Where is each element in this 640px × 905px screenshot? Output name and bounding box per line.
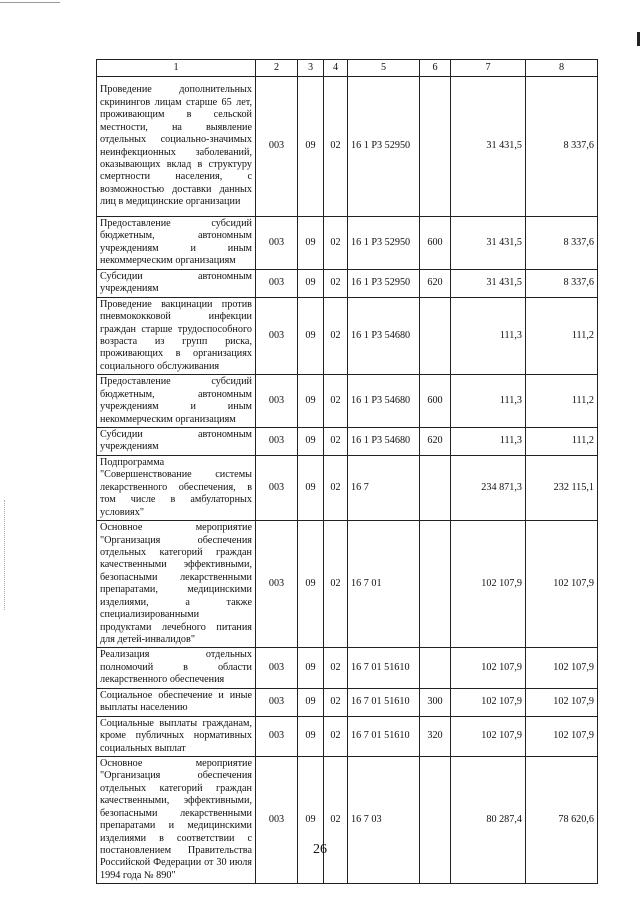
expense-type-code: 620 — [420, 269, 451, 297]
amount-col7: 102 107,9 — [451, 648, 526, 688]
amount-col8: 102 107,9 — [526, 716, 598, 756]
ministry-code: 003 — [256, 648, 298, 688]
amount-col8: 8 337,6 — [526, 77, 598, 217]
expense-type-code — [420, 756, 451, 883]
section-code: 09 — [298, 756, 324, 883]
amount-col8: 8 337,6 — [526, 217, 598, 270]
table-row — [97, 428, 598, 456]
amount-col8: 8 337,6 — [526, 269, 598, 297]
header-row — [97, 60, 598, 77]
table-row — [97, 269, 598, 297]
amount-col7: 102 107,9 — [451, 716, 526, 756]
target-article-code: 16 7 — [348, 455, 420, 520]
section-code: 09 — [298, 455, 324, 520]
subsection-code: 02 — [324, 428, 348, 456]
header-cell: 6 — [420, 60, 451, 77]
section-code: 09 — [298, 269, 324, 297]
header-cell: 4 — [324, 60, 348, 77]
table-row — [97, 77, 598, 217]
ministry-code: 003 — [256, 521, 298, 648]
page-number: 26 — [313, 842, 327, 857]
expense-type-code: 620 — [420, 428, 451, 456]
section-code: 09 — [298, 428, 324, 456]
section-code: 09 — [298, 521, 324, 648]
header-cell: 2 — [256, 60, 298, 77]
section-code: 09 — [298, 688, 324, 716]
target-article-code: 16 1 P3 54680 — [348, 375, 420, 428]
section-code: 09 — [298, 217, 324, 270]
row-name: Основное мероприятие "Организация обеспечения отдельных категорий граждан качественными, эффективными, безопасными лекарственными препаратами и медицинскими изделиями в соответствии с постановлением Правительства Российской Федерации от 30 июля 1994 года № 890" — [97, 756, 256, 883]
row-name: Субсидии автономным учреждениям — [97, 428, 256, 456]
amount-col8: 111,2 — [526, 428, 598, 456]
section-code: 09 — [298, 375, 324, 428]
header-cell: 3 — [298, 60, 324, 77]
subsection-code: 02 — [324, 756, 348, 883]
table-row — [97, 217, 598, 270]
subsection-code: 02 — [324, 688, 348, 716]
ministry-code: 003 — [256, 716, 298, 756]
header-cell: 7 — [451, 60, 526, 77]
subsection-code: 02 — [324, 521, 348, 648]
target-article-code: 16 7 01 51610 — [348, 688, 420, 716]
subsection-code: 02 — [324, 217, 348, 270]
table-row — [97, 455, 598, 520]
header-cell: 5 — [348, 60, 420, 77]
section-code: 09 — [298, 648, 324, 688]
expense-type-code — [420, 297, 451, 375]
ministry-code: 003 — [256, 428, 298, 456]
row-name: Социальное обеспечение и иные выплаты населению — [97, 688, 256, 716]
target-article-code: 16 7 01 51610 — [348, 648, 420, 688]
table-row — [97, 756, 598, 883]
header-cell: 1 — [97, 60, 256, 77]
table-row — [97, 648, 598, 688]
row-name: Субсидии автономным учреждениям — [97, 269, 256, 297]
target-article-code: 16 1 P3 52950 — [348, 269, 420, 297]
target-article-code: 16 7 01 — [348, 521, 420, 648]
expense-type-code — [420, 648, 451, 688]
ministry-code: 003 — [256, 756, 298, 883]
amount-col7: 31 431,5 — [451, 77, 526, 217]
amount-col8: 102 107,9 — [526, 688, 598, 716]
table-row — [97, 297, 598, 375]
amount-col7: 102 107,9 — [451, 521, 526, 648]
target-article-code: 16 1 P3 54680 — [348, 297, 420, 375]
target-article-code: 16 1 P3 52950 — [348, 77, 420, 217]
ministry-code: 003 — [256, 375, 298, 428]
table-row — [97, 521, 598, 648]
subsection-code: 02 — [324, 77, 348, 217]
row-name: Предоставление субсидий бюджетным, автономным учреждениям и иным некоммерческим организациям — [97, 217, 256, 270]
row-name: Предоставление субсидий бюджетным, автономным учреждениям и иным некоммерческим организациям — [97, 375, 256, 428]
subsection-code: 02 — [324, 455, 348, 520]
section-code: 09 — [298, 297, 324, 375]
amount-col8: 78 620,6 — [526, 756, 598, 883]
row-name: Социальные выплаты гражданам, кроме публичных нормативных социальных выплат — [97, 716, 256, 756]
amount-col7: 102 107,9 — [451, 688, 526, 716]
amount-col7: 31 431,5 — [451, 269, 526, 297]
subsection-code: 02 — [324, 648, 348, 688]
expense-type-code: 600 — [420, 375, 451, 428]
subsection-code: 02 — [324, 297, 348, 375]
amount-col7: 31 431,5 — [451, 217, 526, 270]
budget-table — [96, 59, 598, 884]
ministry-code: 003 — [256, 77, 298, 217]
ministry-code: 003 — [256, 455, 298, 520]
table-row — [97, 375, 598, 428]
amount-col7: 111,3 — [451, 375, 526, 428]
expense-type-code — [420, 521, 451, 648]
ministry-code: 003 — [256, 269, 298, 297]
expense-type-code — [420, 455, 451, 520]
amount-col8: 102 107,9 — [526, 521, 598, 648]
row-name: Подпрограмма "Совершенствование системы лекарственного обеспечения, в том числе в амбулаторных условиях" — [97, 455, 256, 520]
target-article-code: 16 1 P3 54680 — [348, 428, 420, 456]
scan-artifact-dots — [4, 500, 6, 610]
target-article-code: 16 7 03 — [348, 756, 420, 883]
row-name: Проведение дополнительных скринингов лицам старше 65 лет, проживающим в сельской местности, на выявление отдельных социально-значимых неинфекционных заболеваний, оказывающих вклад в структуру смертности населения, с возможностью доставки данных лиц в медицинские организации — [97, 77, 256, 217]
table-row — [97, 716, 598, 756]
expense-type-code: 320 — [420, 716, 451, 756]
amount-col7: 80 287,4 — [451, 756, 526, 883]
target-article-code: 16 1 P3 52950 — [348, 217, 420, 270]
target-article-code: 16 7 01 51610 — [348, 716, 420, 756]
header-cell: 8 — [526, 60, 598, 77]
ministry-code: 003 — [256, 297, 298, 375]
amount-col7: 111,3 — [451, 428, 526, 456]
subsection-code: 02 — [324, 269, 348, 297]
scan-artifact-line — [0, 2, 60, 3]
amount-col8: 102 107,9 — [526, 648, 598, 688]
row-name: Проведение вакцинации против пневмококковой инфекции граждан старше трудоспособного возраста из групп риска, проживающих в организациях социального обслуживания — [97, 297, 256, 375]
amount-col8: 232 115,1 — [526, 455, 598, 520]
subsection-code: 02 — [324, 375, 348, 428]
table-row — [97, 688, 598, 716]
expense-type-code: 300 — [420, 688, 451, 716]
section-code: 09 — [298, 77, 324, 217]
amount-col7: 234 871,3 — [451, 455, 526, 520]
expense-type-code: 600 — [420, 217, 451, 270]
subsection-code: 02 — [324, 716, 348, 756]
amount-col8: 111,2 — [526, 375, 598, 428]
ministry-code: 003 — [256, 688, 298, 716]
ministry-code: 003 — [256, 217, 298, 270]
amount-col8: 111,2 — [526, 297, 598, 375]
row-name: Реализация отдельных полномочий в области лекарственного обеспечения — [97, 648, 256, 688]
amount-col7: 111,3 — [451, 297, 526, 375]
section-code: 09 — [298, 716, 324, 756]
row-name: Основное мероприятие "Организация обеспечения отдельных категорий граждан качественными эффективными, безопасными лекарственными препаратами, медицинскими изделиями, а также специализированными продуктами лечебного питания для детей-инвалидов" — [97, 521, 256, 648]
expense-type-code — [420, 77, 451, 217]
